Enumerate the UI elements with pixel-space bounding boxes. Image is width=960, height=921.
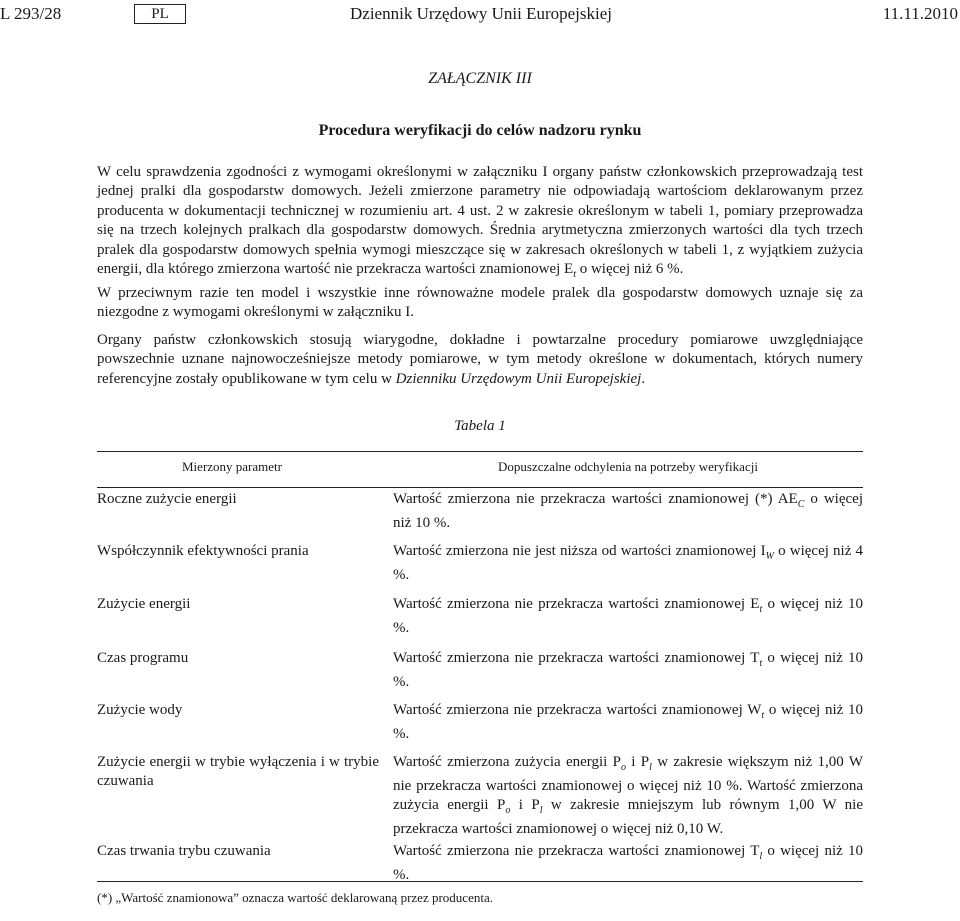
parameter-cell: Zużycie energii	[97, 596, 191, 612]
parameter-cell: Zużycie wody	[97, 702, 183, 718]
tolerance-text: Wartość zmierzona nie przekracza wartości znamionowej T	[393, 650, 760, 666]
column-header-tolerance: Dopuszczalne odchylenia na potrzeby weryfikacji	[498, 459, 758, 474]
paragraph-1	[97, 163, 863, 284]
page-header	[0, 4, 960, 28]
tolerance-text: Wartość zmierzona nie przekracza wartości znamionowej (*) AE	[393, 491, 798, 507]
tolerance-text-end: o więcej niż 4 %.	[393, 543, 863, 583]
parameter-cell: Czas trwania trybu czuwania	[97, 843, 271, 859]
symbol-subscript: l	[759, 851, 763, 862]
tolerance-text-mid: w zakresie większym niż 1,00 W nie przekracza wartości znamionowej o więcej niż 10 %. Wartość zmierzona zużycia energii P	[393, 754, 864, 813]
parameter-cell: Zużycie energii w trybie wyłączenia i w trybie czuwania	[97, 754, 379, 789]
tolerance-cell	[393, 753, 863, 839]
tolerance-cell	[393, 649, 863, 692]
tolerance-text: Wartość zmierzona nie przekracza wartości znamionowej W	[393, 702, 762, 718]
symbol-subscript: t	[759, 604, 763, 615]
paragraph-3-text-end: .	[641, 370, 646, 387]
language-badge: PL	[134, 4, 186, 24]
tolerance-cell	[393, 842, 863, 885]
table-bottom-rule	[97, 881, 863, 882]
paragraph-2: W przeciwnym razie ten model i wszystkie inne równoważne modele pralek dla gospodarstw domowych uznaje się za niezgodne z wymogami określonymi w załączniku I.	[97, 285, 863, 321]
tolerance-text: Wartość zmierzona nie przekracza wartości znamionowej T	[393, 843, 760, 859]
table-header-rule	[97, 487, 863, 488]
tolerance-text: Wartość zmierzona nie jest niższa od wartości znamionowej I	[393, 543, 766, 559]
symbol-subscript: o	[505, 805, 511, 816]
paragraph-3	[97, 331, 863, 389]
table-caption: Tabela 1	[454, 418, 506, 434]
tolerance-cell	[393, 542, 863, 585]
paragraph-1-subscript: t	[573, 269, 576, 281]
table-top-rule	[97, 451, 863, 452]
publication-date: 11.11.2010	[882, 4, 958, 23]
page-reference: L 293/28	[0, 4, 62, 23]
tolerance-text: Wartość zmierzona zużycia energii P	[393, 754, 621, 770]
tolerance-text-end: o więcej niż 10 %.	[393, 650, 864, 690]
tolerance-text-mid: i P	[510, 797, 540, 813]
annex-title: ZAŁĄCZNIK III	[428, 70, 532, 87]
tolerance-text-end: o więcej niż 10 %.	[393, 491, 863, 531]
section-title: Procedura weryfikacji do celów nadzoru rynku	[318, 122, 642, 139]
symbol-subscript: C	[797, 499, 805, 510]
paragraph-3-text: Organy państw członkowskich stosują wiarygodne, dokładne i powtarzalne procedury pomiarowe uwzględniające powszechnie uznane najnowocześniejsze metody pomiarowe, w tym metody określone w dokumentach, których numery referencyjne zostały opublikowane w tym celu w	[97, 332, 863, 387]
symbol-subscript: t	[759, 658, 763, 669]
tolerance-text: Wartość zmierzona nie przekracza wartości znamionowej E	[393, 596, 760, 612]
tolerance-text-end: w zakresie mniejszym lub równym 1,00 W nie przekracza wartości znamionowej o więcej niż 0,10 W.	[393, 797, 864, 837]
tolerance-text-mid: i P	[625, 754, 650, 770]
symbol-subscript: t	[761, 710, 765, 721]
symbol-subscript: o	[620, 762, 626, 773]
parameter-cell: Czas programu	[97, 650, 189, 666]
tolerance-text-end: o więcej niż 10 %.	[393, 596, 864, 636]
tolerance-cell	[393, 490, 863, 533]
tolerance-cell	[393, 595, 863, 638]
symbol-subscript: l	[539, 805, 543, 816]
symbol-subscript: l	[649, 762, 652, 773]
parameter-cell: Współczynnik efektywności prania	[97, 543, 309, 559]
tolerance-text-end: o więcej niż 10 %.	[393, 702, 864, 742]
tolerance-cell	[393, 701, 863, 744]
paragraph-1-text-end: o więcej niż 6 %.	[575, 261, 684, 278]
footnote: (*) „Wartość znamionowa” oznacza wartość deklarowaną przez producenta.	[97, 890, 493, 905]
paragraph-1-text: W celu sprawdzenia zgodności z wymogami określonymi w załączniku I organy państw członkowskich przeprowadzają test jednej pralki dla gospodarstw domowych. Jeżeli zmierzone parametry nie odpowiadają wartościom deklarowanym przez producenta w dokumentacji technicznej w rozumieniu art. 4 ust. 2 w zakresie określonym w tabeli 1, pomiary przeprowadza się na trzech kolejnych pralkach dla gospodarstw domowych. Średnia arytmetyczna zmierzonych wartości dla tych trzech pralek dla gospodarstw domowych spełnia wymogi mieszczące się w zakresach określonych w tabeli 1, z wyjątkiem zużycia energii, dla którego zmierzona wartość nie przekracza wartości znamionowej E	[97, 164, 863, 278]
symbol-subscript: W	[765, 551, 774, 562]
paragraph-3-journal-name: Dzienniku Urzędowym Unii Europejskiej	[395, 370, 642, 387]
tolerance-text-end: o więcej niż 10 %.	[393, 843, 864, 883]
parameter-cell: Roczne zużycie energii	[97, 491, 237, 507]
column-header-parameter: Mierzony parametr	[182, 459, 282, 474]
journal-title: Dziennik Urzędowy Unii Europejskiej	[350, 4, 613, 23]
